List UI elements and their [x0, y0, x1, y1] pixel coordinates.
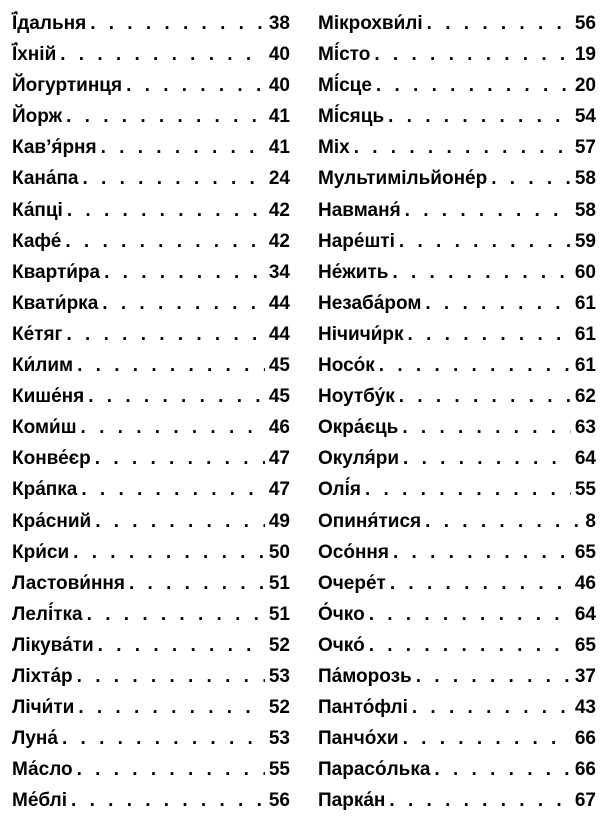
index-entry	[318, 599, 596, 630]
dot-leader	[403, 723, 571, 754]
index-entry	[12, 506, 290, 537]
index-entry-page-number: 56	[574, 13, 596, 34]
index-entry-word: Ластови́ння	[12, 572, 125, 594]
index-entry-page-number: 59	[574, 230, 596, 252]
dot-leader	[73, 537, 265, 568]
index-column-right	[318, 8, 596, 816]
index-entry-word: Кана́па	[12, 168, 79, 190]
dot-leader	[66, 101, 265, 132]
index-entry-word: Луна́	[12, 728, 58, 750]
index-entry	[318, 537, 596, 568]
dot-leader	[60, 39, 265, 70]
index-entry	[12, 785, 290, 816]
dot-leader	[62, 723, 265, 754]
index-entry-page-number: 55	[268, 759, 290, 781]
index-entry-word: О́чко	[318, 603, 365, 625]
dot-leader	[77, 754, 265, 785]
dot-leader	[379, 350, 571, 381]
index-entry	[318, 785, 596, 816]
index-entry-word: Парка́н	[318, 790, 386, 812]
index-entry-page-number: 63	[574, 417, 596, 439]
index-entry-page-number: 53	[268, 665, 290, 687]
index-entry-word: Ноутбу́к	[318, 386, 395, 408]
index-entry	[12, 630, 290, 661]
index-entry	[318, 568, 596, 599]
index-entry	[12, 350, 290, 381]
index-entry-page-number: 43	[574, 697, 596, 719]
index-entry-page-number: 52	[268, 697, 290, 719]
index-entry-word: Йогуртинця	[12, 75, 123, 97]
dot-leader	[354, 132, 571, 163]
index-entry-word: Не́жить	[318, 261, 389, 283]
index-entry-page-number: 45	[268, 386, 290, 408]
index-entry-page-number: 37	[574, 665, 596, 687]
dot-leader	[403, 443, 571, 474]
index-entry-word: Конве́єр	[12, 448, 91, 470]
index-entry	[318, 101, 596, 132]
dot-leader	[389, 785, 570, 816]
index-entry	[12, 163, 290, 194]
index-entry-page-number: 67	[574, 790, 596, 812]
index-entry-page-number: 57	[574, 137, 596, 159]
dot-leader	[77, 350, 265, 381]
index-entry	[318, 70, 596, 101]
dot-leader	[402, 412, 571, 443]
dot-leader	[405, 195, 571, 226]
index-entry	[12, 692, 290, 723]
index-entry-word: Квати́рка	[12, 292, 99, 314]
dot-leader	[369, 630, 571, 661]
index-entry-word: Коми́ш	[12, 417, 77, 439]
dot-leader	[408, 319, 571, 350]
index-entry-page-number: 42	[268, 199, 290, 221]
index-entry	[318, 474, 596, 505]
index-entry-page-number: 60	[574, 261, 596, 283]
index-entry-page-number: 44	[268, 292, 290, 314]
index-entry-word: Наре́шті	[318, 230, 395, 252]
dot-leader	[88, 381, 265, 412]
index-entry-page-number: 53	[268, 728, 290, 750]
dot-leader	[399, 226, 571, 257]
index-entry-word: Нічичи́рк	[318, 323, 404, 345]
index-entry-page-number: 47	[268, 448, 290, 470]
index-column-left	[12, 8, 290, 816]
index-entry-word: Па́морозь	[318, 665, 412, 687]
index-entry-page-number: 41	[268, 137, 290, 159]
index-entry-page-number: 61	[574, 292, 596, 314]
index-entry	[318, 39, 596, 70]
dot-leader	[390, 568, 571, 599]
index-entry-word: Мікрохви́лі	[318, 13, 423, 34]
index-entry	[318, 443, 596, 474]
index-entry	[12, 132, 290, 163]
dot-leader	[399, 381, 571, 412]
dot-leader	[126, 70, 265, 101]
dot-leader	[427, 8, 571, 39]
index-entry-word: Лелі́тка	[12, 603, 83, 625]
dot-leader	[369, 599, 571, 630]
index-entry-word: Лічи́ти	[12, 697, 75, 719]
dot-leader	[77, 661, 265, 692]
index-entry-word: Мі́сто	[318, 44, 371, 66]
index-entry-word: Ке́тяг	[12, 323, 63, 345]
index-entry	[12, 599, 290, 630]
index-entry	[12, 257, 290, 288]
index-entry	[12, 412, 290, 443]
dot-leader	[392, 257, 570, 288]
index-entry	[12, 723, 290, 754]
index-entry-page-number: 56	[268, 790, 290, 812]
dot-leader	[104, 257, 265, 288]
index-entry-page-number: 54	[574, 106, 596, 128]
dot-leader	[393, 537, 571, 568]
dot-leader	[412, 692, 571, 723]
index-entry-word: Лікува́ти	[12, 634, 94, 656]
dot-leader	[365, 474, 571, 505]
index-entry	[318, 630, 596, 661]
index-entry	[12, 754, 290, 785]
index-entry-word: Окуля́ри	[318, 448, 400, 470]
index-entry-page-number: 49	[268, 510, 290, 532]
index-entry-word: Кра́пка	[12, 479, 78, 501]
index-entry-page-number: 55	[574, 479, 596, 501]
dot-leader	[65, 226, 265, 257]
dot-leader	[376, 70, 571, 101]
index-entry-page-number: 61	[574, 323, 596, 345]
dot-leader	[416, 661, 571, 692]
index-entry	[318, 226, 596, 257]
index-entry-word: Олі́я	[318, 479, 361, 501]
index-entry-word: Очере́т	[318, 572, 386, 594]
index-entry-word: Ме́блі	[12, 790, 68, 812]
index-entry	[12, 195, 290, 226]
index-entry-word: Ї́хній	[12, 44, 57, 66]
index-entry-word: Навманя́	[318, 199, 401, 221]
dot-leader	[491, 163, 571, 194]
dot-leader	[81, 474, 265, 505]
index-entry-page-number: 61	[574, 355, 596, 377]
index-entry-page-number: 46	[574, 572, 596, 594]
index-entry	[318, 412, 596, 443]
dot-leader	[90, 8, 265, 39]
index-entry-word: Кра́сний	[12, 510, 92, 532]
index-entry-page-number: 20	[574, 75, 596, 97]
index-entry-page-number: 51	[268, 603, 290, 625]
index-entry	[318, 257, 596, 288]
index-entry-page-number: 8	[585, 510, 596, 532]
index-entry-word: Ки́лим	[12, 355, 74, 377]
index-entry-page-number: 40	[268, 75, 290, 97]
dot-leader	[71, 785, 265, 816]
dot-leader	[129, 568, 265, 599]
index-entry-page-number: 38	[268, 13, 290, 34]
index-entry	[318, 754, 596, 785]
index-entry-page-number: 66	[574, 728, 596, 750]
index-entry	[318, 506, 596, 537]
index-entry	[12, 101, 290, 132]
index-entry-page-number: 64	[574, 448, 596, 470]
index-entry-page-number: 52	[268, 634, 290, 656]
index-entry-page-number: 66	[574, 759, 596, 781]
index-entry-word: Ма́сло	[12, 759, 73, 781]
index-entry	[318, 132, 596, 163]
dot-leader	[66, 319, 264, 350]
index-entry-word: Кафе́	[12, 230, 62, 252]
index-entry-word: Міх	[318, 137, 350, 159]
index-entry-page-number: 65	[574, 541, 596, 563]
index-entry	[318, 163, 596, 194]
index-entry	[12, 8, 290, 39]
index-entry-page-number: 65	[574, 634, 596, 656]
index-entry	[12, 39, 290, 70]
index-entry-word: Мультимільйоне́р	[318, 168, 488, 190]
index-entry-page-number: 62	[574, 386, 596, 408]
index-entry-word: Ї́дальня	[12, 13, 87, 34]
index-entry	[12, 537, 290, 568]
dot-leader	[82, 163, 264, 194]
index-entry-word: Ліхта́р	[12, 665, 73, 687]
index-entry-page-number: 44	[268, 323, 290, 345]
index-entry-page-number: 40	[268, 44, 290, 66]
index-entry-word: Кише́ня	[12, 386, 85, 408]
index-entry	[318, 319, 596, 350]
index-entry-word: Ка́пці	[12, 199, 63, 221]
index-entry-word: Кри́си	[12, 541, 70, 563]
index-entry-word: Мі́сце	[318, 75, 372, 97]
dot-leader	[101, 132, 265, 163]
index-entry	[12, 319, 290, 350]
index-entry-word: Носо́к	[318, 355, 375, 377]
index-entry-page-number: 19	[574, 44, 596, 66]
index-entry-word: Панчо́хи	[318, 728, 399, 750]
index-entry	[318, 288, 596, 319]
dot-leader	[425, 506, 581, 537]
dot-leader	[388, 101, 571, 132]
dot-leader	[95, 506, 265, 537]
index-entry-word: Осо́ння	[318, 541, 389, 563]
index-entry-page-number: 58	[574, 168, 596, 190]
dot-leader	[87, 599, 265, 630]
index-entry-word: Парасо́лька	[318, 759, 431, 781]
index-entry	[12, 288, 290, 319]
index-entry	[12, 568, 290, 599]
index-entry	[12, 381, 290, 412]
index-entry-word: Окра́єць	[318, 417, 399, 439]
index-entry	[318, 195, 596, 226]
index-entry-word: Кварти́ра	[12, 261, 101, 283]
index-entry	[12, 474, 290, 505]
index-entry-word: Панто́флі	[318, 697, 408, 719]
index-entry	[318, 381, 596, 412]
index-entry-page-number: 42	[268, 230, 290, 252]
dot-leader	[434, 754, 570, 785]
index-entry	[318, 8, 596, 39]
index-entry-word: Йорж	[12, 106, 63, 128]
dot-leader	[425, 288, 570, 319]
index-entry	[12, 443, 290, 474]
index-entry-page-number: 45	[268, 355, 290, 377]
dot-leader	[67, 195, 265, 226]
index-entry-page-number: 34	[268, 261, 290, 283]
index-entry-page-number: 47	[268, 479, 290, 501]
index-entry-page-number: 46	[268, 417, 290, 439]
index-entry	[12, 70, 290, 101]
index-entry-page-number: 51	[268, 572, 290, 594]
index-entry-word: Кав’я́рня	[12, 137, 97, 159]
index-entry	[318, 350, 596, 381]
index-entry-page-number: 41	[268, 106, 290, 128]
dot-leader	[81, 412, 265, 443]
dot-leader	[374, 39, 571, 70]
index-entry	[318, 692, 596, 723]
index-entry	[318, 723, 596, 754]
index-entry-word: Опиня́тися	[318, 510, 422, 532]
dot-leader	[95, 443, 265, 474]
index-entry-page-number: 50	[268, 541, 290, 563]
dot-leader	[78, 692, 265, 723]
index-entry-word: Мі́сяць	[318, 106, 385, 128]
index-entry	[318, 661, 596, 692]
index-entry-word: Незаба́ром	[318, 292, 422, 314]
index-entry-page-number: 24	[268, 168, 290, 190]
dot-leader	[102, 288, 265, 319]
index-entry	[12, 226, 290, 257]
index-entry-word: Очко́	[318, 634, 365, 656]
index-entry-page-number: 64	[574, 603, 596, 625]
index-entry	[12, 661, 290, 692]
dot-leader	[98, 630, 265, 661]
index-entry-page-number: 58	[574, 199, 596, 221]
